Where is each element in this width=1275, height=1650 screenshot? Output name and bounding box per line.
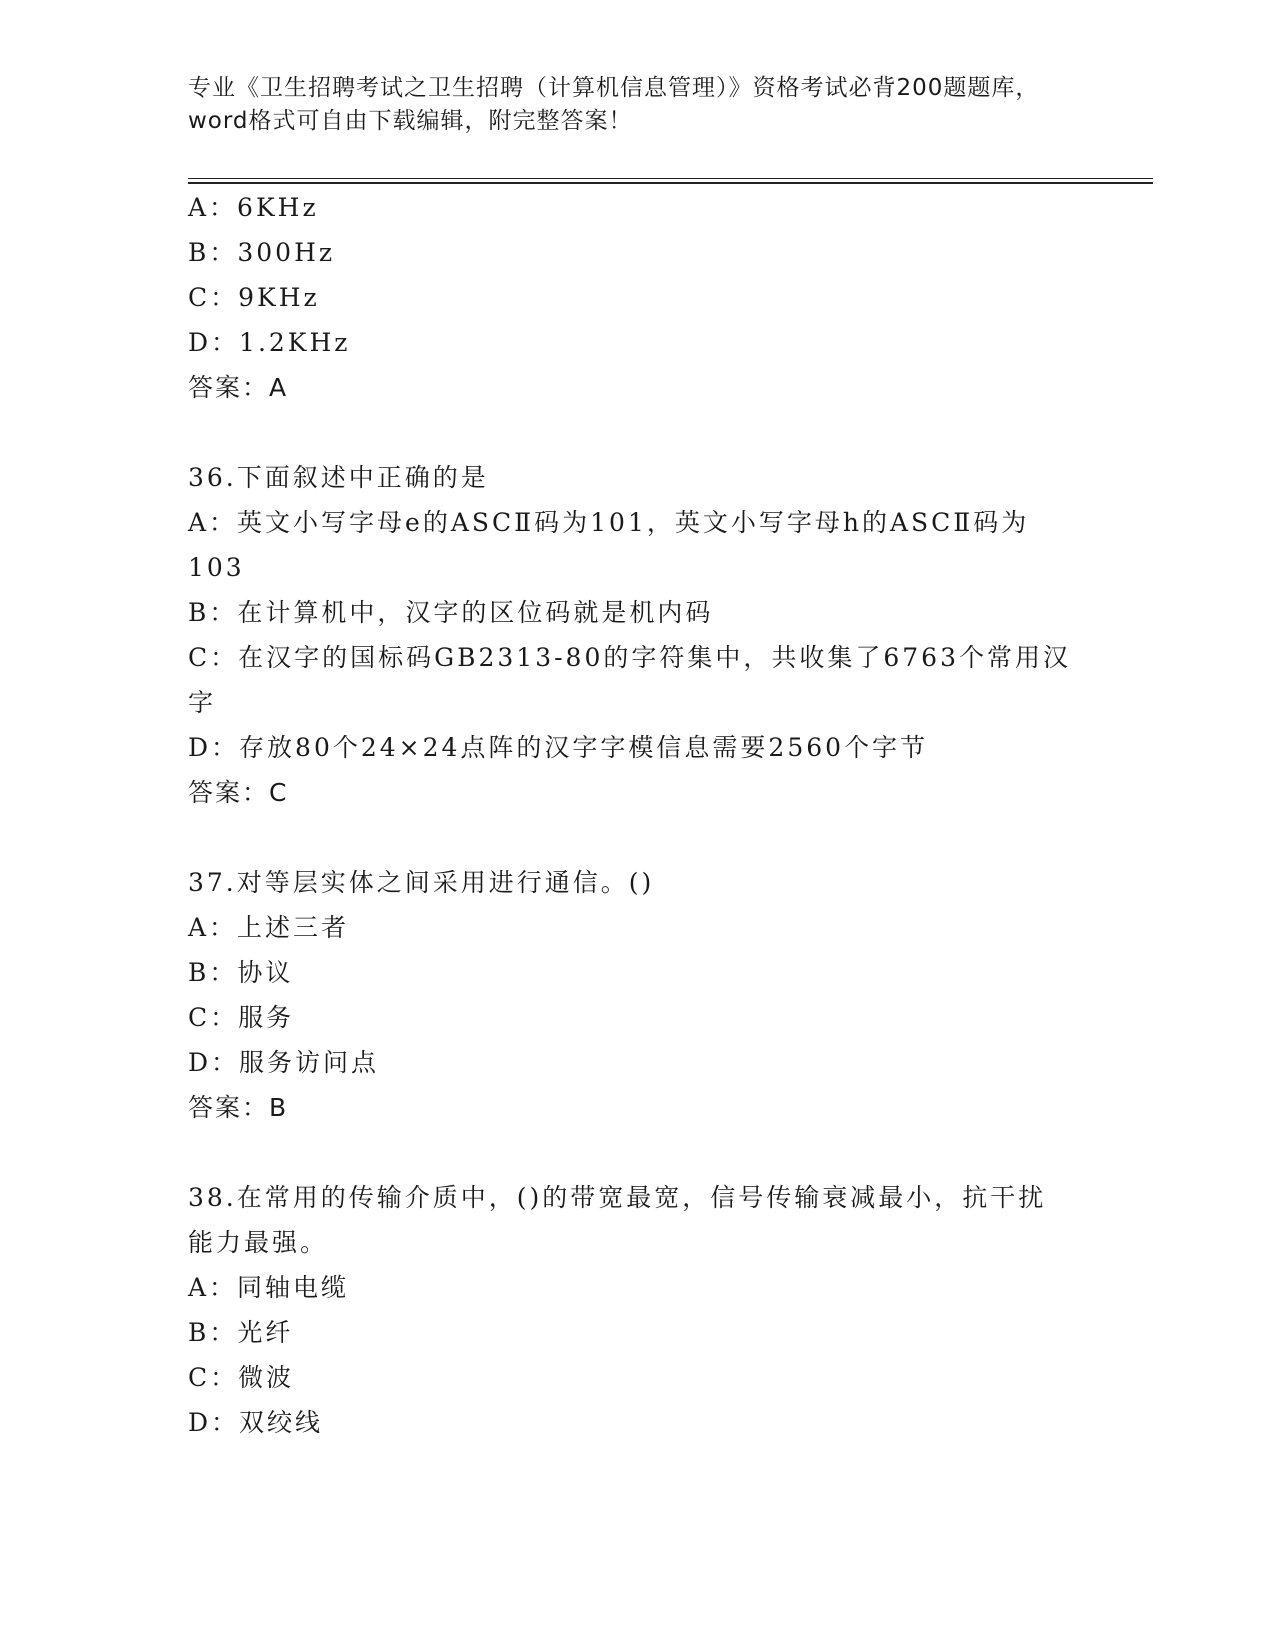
q36-option-c-line-2: 字	[188, 688, 217, 717]
header-divider-thick	[188, 182, 1153, 184]
q35-option-a: A：6KHz	[188, 193, 319, 222]
q38-option-a: A：同轴电缆	[188, 1273, 350, 1302]
q37-question: 37.对等层实体之间采用进行通信。()	[188, 868, 655, 897]
header-title-line-2: word格式可自由下载编辑，附完整答案！	[188, 108, 633, 134]
q37-option-c: C：服务	[188, 1003, 295, 1032]
q37-option-a: A：上述三者	[188, 913, 350, 942]
q36-option-a-line-1: A：英文小写字母e的ASCⅡ码为101，英文小写字母h的ASCⅡ码为	[188, 508, 1030, 537]
q36-question: 36.下面叙述中正确的是	[188, 463, 489, 492]
q38-question-line-1: 38.在常用的传输介质中，()的带宽最宽，信号传输衰减最小，抗干扰	[188, 1183, 1047, 1212]
q35-option-d: D：1.2KHz	[188, 328, 351, 357]
q36-answer: 答案：C	[188, 778, 289, 807]
q36-option-b: B：在计算机中，汉字的区位码就是机内码	[188, 598, 714, 627]
q37-option-d: D：服务访问点	[188, 1048, 380, 1077]
q37-answer: 答案：B	[188, 1093, 289, 1122]
q36-option-c-line-1: C：在汉字的国标码GB2313-80的字符集中，共收集了6763个常用汉	[188, 643, 1071, 672]
q36-option-a-line-2: 103	[188, 553, 245, 582]
q38-option-b: B：光纤	[188, 1318, 294, 1347]
q38-option-c: C：微波	[188, 1363, 295, 1392]
document-header	[188, 72, 1088, 138]
q36-option-d: D：存放80个24×24点阵的汉字字模信息需要2560个字节	[188, 733, 929, 762]
q38-question-line-2: 能力最强。	[188, 1228, 329, 1257]
q35-answer: 答案：A	[188, 373, 289, 402]
header-title-line-1: 专业《卫生招聘考试之卫生招聘（计算机信息管理）》资格考试必背200题题库，	[188, 75, 1040, 101]
q38-option-d: D：双绞线	[188, 1408, 324, 1437]
q37-option-b: B：协议	[188, 958, 294, 987]
q35-option-c: C：9KHz	[188, 283, 320, 312]
q35-option-b: B：300Hz	[188, 238, 336, 267]
header-divider-thin	[188, 178, 1153, 179]
